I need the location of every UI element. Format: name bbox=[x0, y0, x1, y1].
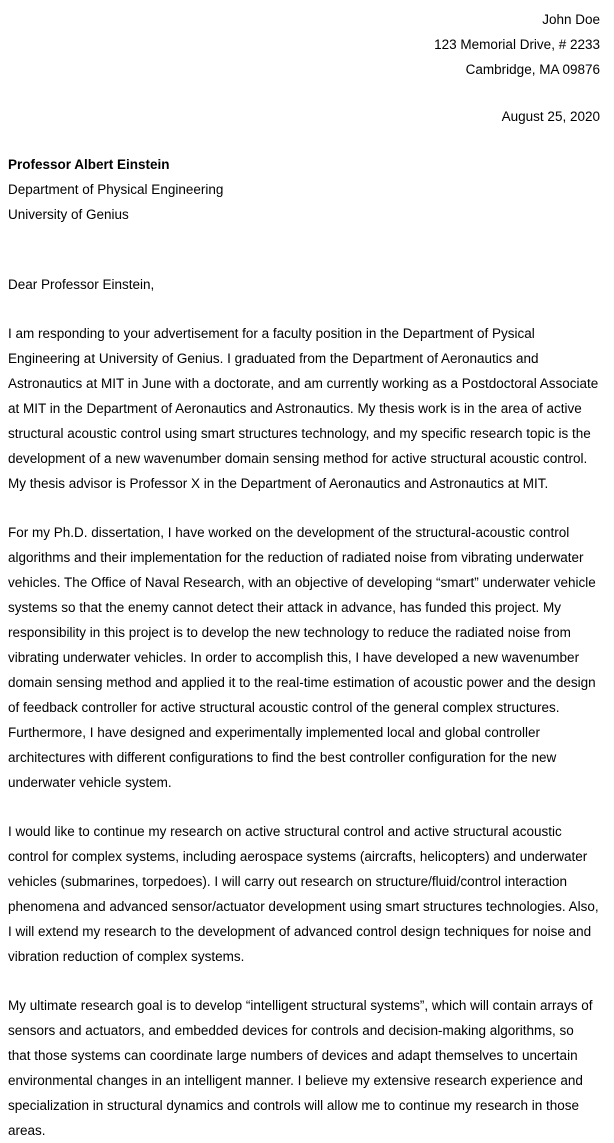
recipient-address-block bbox=[8, 152, 600, 227]
body-paragraph-3: I would like to continue my research on active structural control and active structural acoustic control for complex systems, including aerospace systems (aircrafts, helicopters) and underwater vehicles (submarines, torpedoes). I will carry out research on structure/fluid/control interaction phenomena and advanced sensor/actuator development using smart structures technologies. Also, I will extend my research to the development of advanced control design techniques for noise and vibration reduction of complex systems. bbox=[8, 824, 599, 964]
sender-name: John Doe bbox=[542, 12, 600, 27]
sender-street: 123 Memorial Drive, # 2233 bbox=[434, 37, 600, 52]
body-paragraph-2: For my Ph.D. dissertation, I have worked on the development of the structural-acoustic control algorithms and their implementation for the reduction of radiated noise from vibrating underwater vehicles. The Office of Naval Research, with an objective of developing “smart” underwater vehicle systems so that the enemy cannot detect their attack in advance, has funded this project. My responsibility in this project is to develop the new technology to reduce the radiated noise from vibrating underwater vehicles. In order to accomplish this, I have developed a new wavenumber domain sensing method and applied it to the real-time estimation of acoustic power and the design of feedback controller for active structural acoustic control of the general complex structures. Furthermore, I have designed and experimentally implemented local and global controller architectures with different configurations to find the best controller configuration for the new underwater vehicle system. bbox=[8, 525, 596, 790]
body-paragraph-4: My ultimate research goal is to develop “intelligent structural systems”, which will contain arrays of sensors and actuators, and embedded devices for controls and decision-making algorithms, so that those systems can coordinate large numbers of devices and adapt themselves to uncertain environmental changes in an intelligent manner. I believe my extensive research experience and specialization in structural dynamics and controls will allow me to continue my research in those areas. bbox=[8, 998, 593, 1138]
salutation: Dear Professor Einstein, bbox=[8, 277, 155, 292]
recipient-department: Department of Physical Engineering bbox=[8, 182, 224, 197]
recipient-name: Professor Albert Einstein bbox=[8, 157, 170, 172]
recipient-institution: University of Genius bbox=[8, 207, 129, 222]
body-paragraph-1: I am responding to your advertisement for a faculty position in the Department of Pysical Engineering at University of Genius. I graduated from the Department of Aeronautics and Astronautics at MIT in June with a doctorate, and am currently working as a Postdoctoral Associate at MIT in the Department of Aeronautics and Astronautics. My thesis work is in the area of active structural acoustic control using smart structures technology, and my specific research topic is the development of a new wavenumber domain sensing method for active structural acoustic control. My thesis advisor is Professor X in the Department of Aeronautics and Astronautics at MIT. bbox=[8, 326, 599, 491]
sender-city-state-zip: Cambridge, MA 09876 bbox=[465, 62, 600, 77]
letter-date: August 25, 2020 bbox=[501, 109, 600, 124]
sender-address-block bbox=[8, 0, 600, 82]
